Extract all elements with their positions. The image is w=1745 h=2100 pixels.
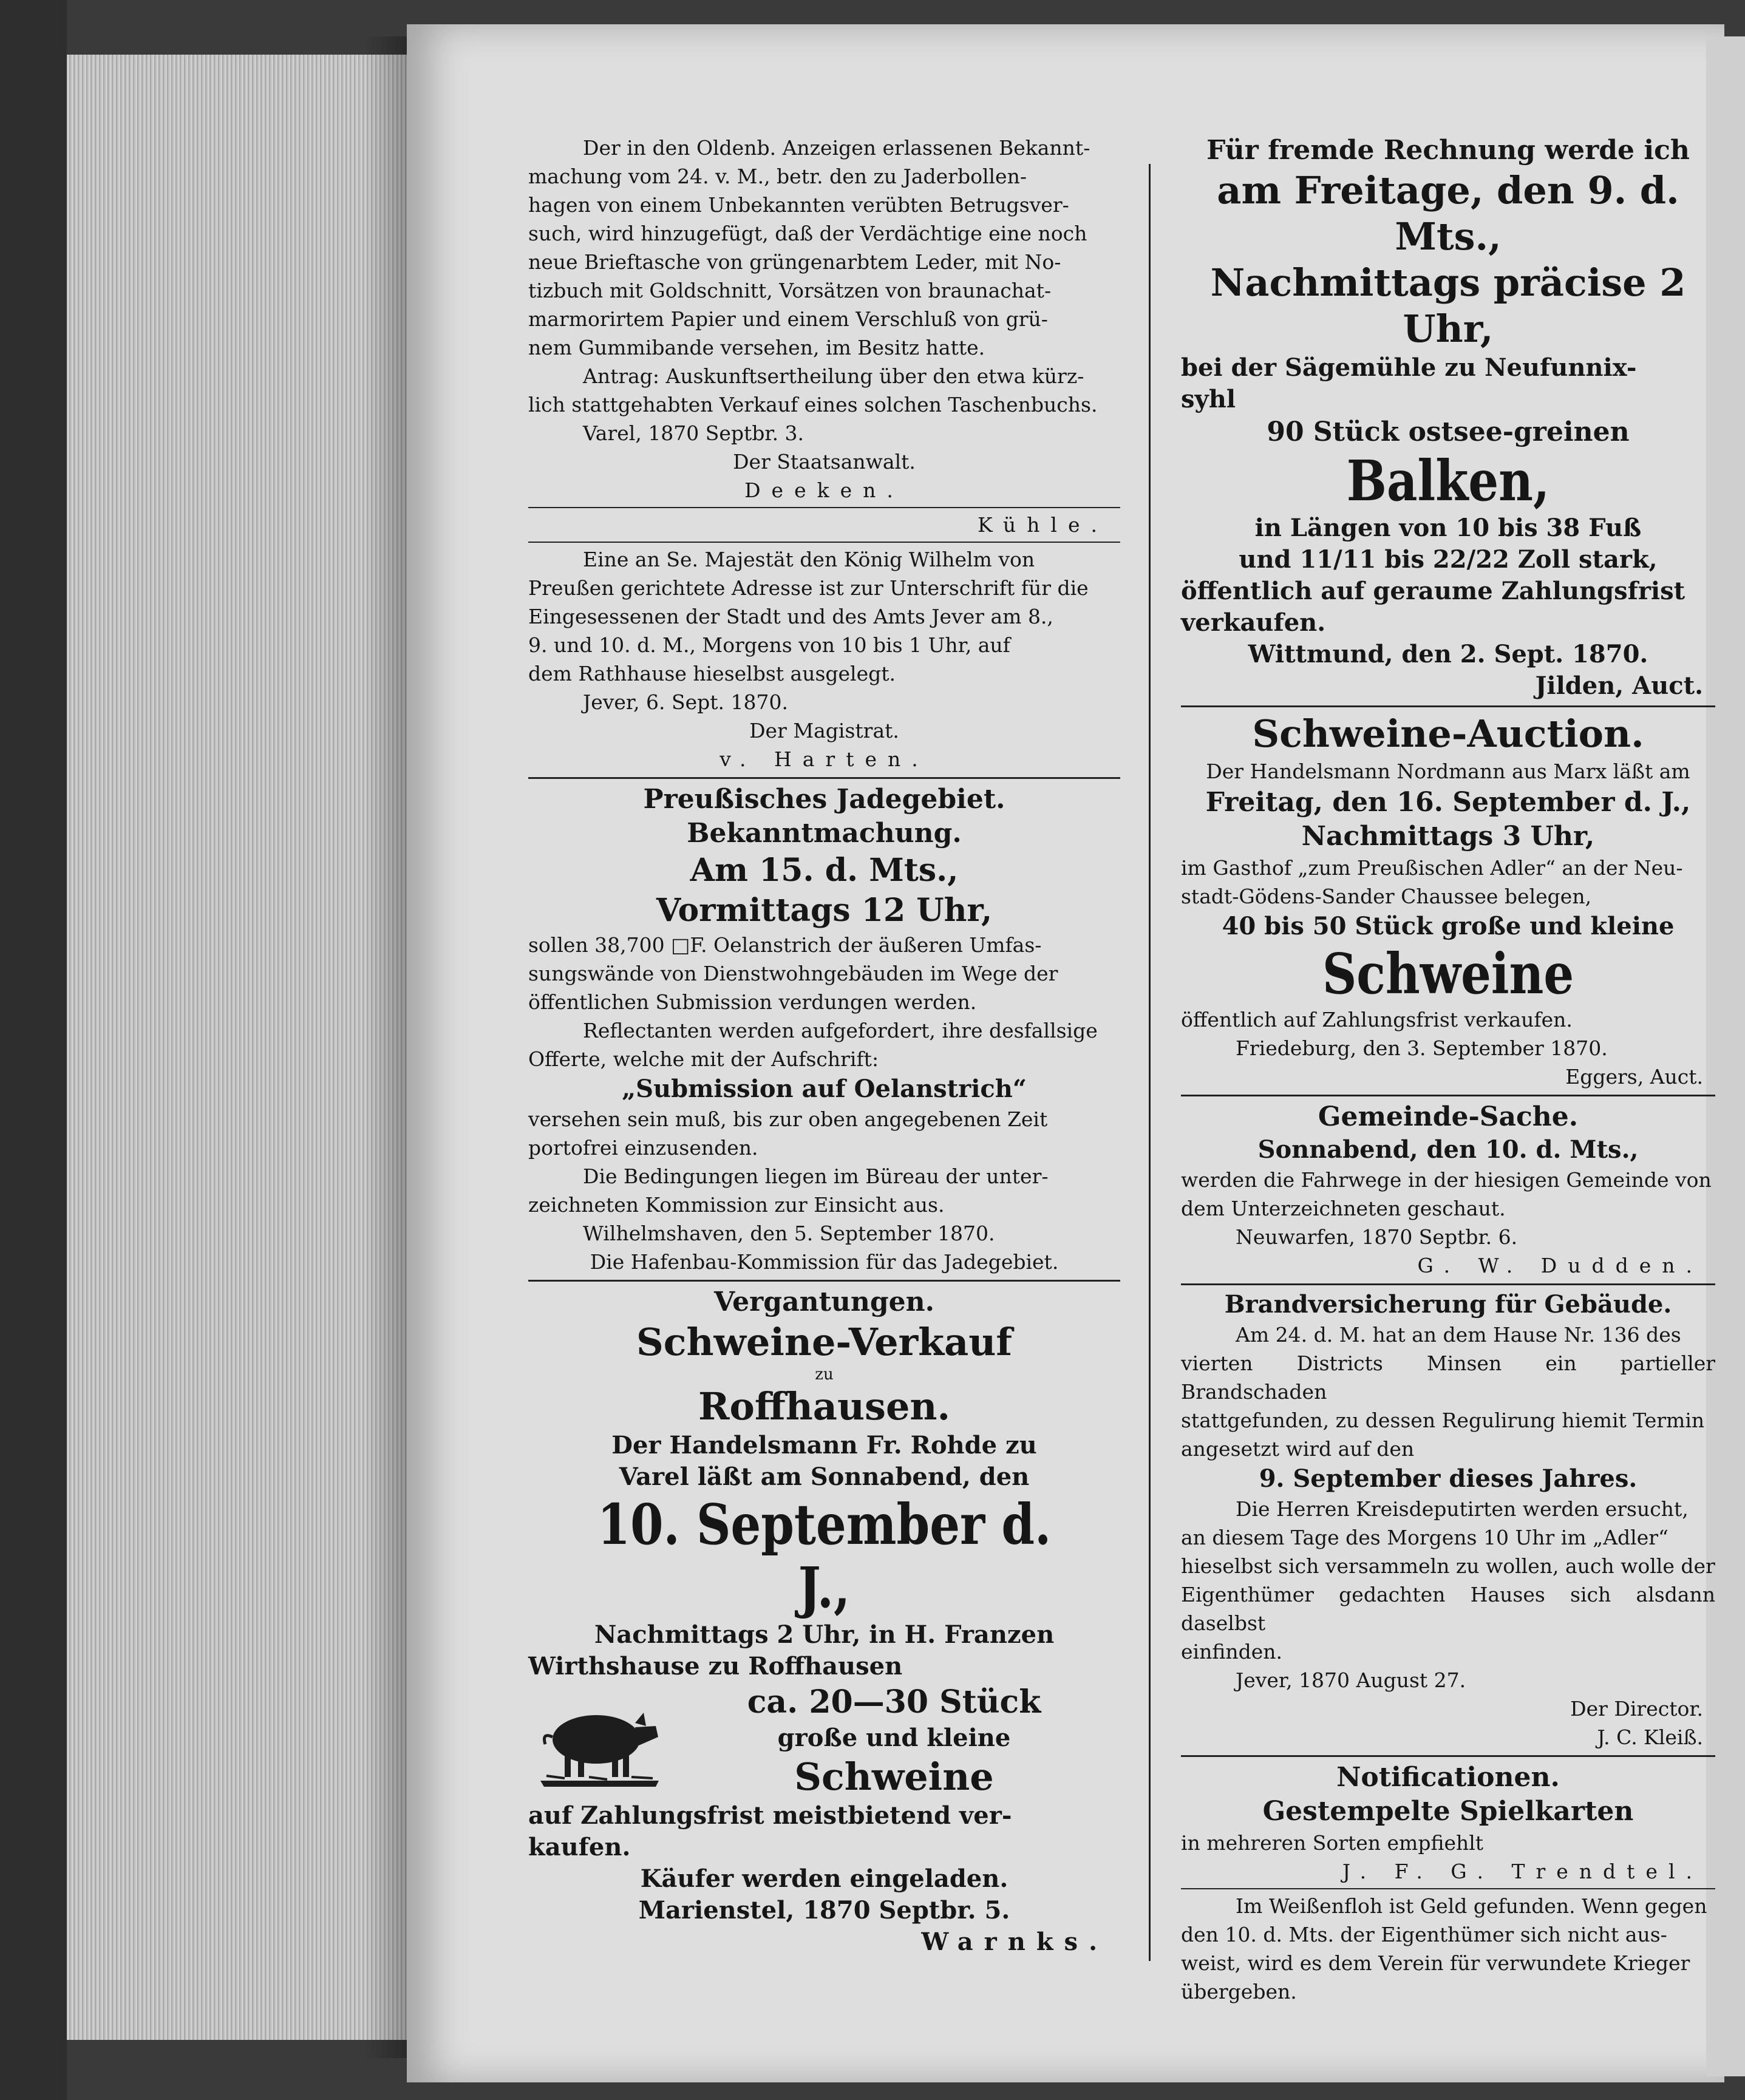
- text-line: nem Gummibande versehen, im Besitz hatte.: [528, 336, 985, 359]
- place-date: Wittmund, den 2. Sept. 1870.: [1248, 640, 1648, 668]
- column-divider: [1149, 164, 1151, 1961]
- text-line: zu: [815, 1365, 834, 1384]
- text-line: sollen 38,700 □F. Oelanstrich der äußeren Umfas-: [528, 933, 1042, 957]
- rule: [528, 777, 1120, 779]
- place-date: Friedeburg, den 3. September 1870.: [1236, 1036, 1608, 1060]
- text-line: Im Weißenfloh ist Geld gefunden. Wenn gegen: [1236, 1894, 1707, 1918]
- notice-staatsanwalt: [528, 134, 1120, 539]
- text-line: auf Zahlungsfrist meistbietend ver-: [528, 1801, 1012, 1830]
- notice-schweine-auction: [1181, 711, 1715, 1091]
- text-line: Die Bedingungen liegen im Büreau der unter-: [583, 1164, 1049, 1188]
- left-column: [528, 134, 1120, 1958]
- text-line: den 10. d. Mts. der Eigenthümer sich nicht aus-: [1181, 1923, 1667, 1946]
- text-line: zeichneten Kommission zur Einsicht aus.: [528, 1193, 945, 1217]
- text-line: Preußen gerichtete Adresse ist zur Unterschrift für die: [528, 576, 1089, 600]
- text-line: Am 24. d. M. hat an dem Hause Nr. 136 des: [1236, 1323, 1681, 1347]
- text-line: sungswände von Dienstwohngebäuden im Wege der: [528, 962, 1058, 985]
- pig-block: [528, 1682, 1120, 1800]
- office-title: Der Director.: [1570, 1697, 1703, 1721]
- text-line: angesetzt wird auf den: [1181, 1437, 1415, 1461]
- text-line: stadt-Gödens-Sander Chaussee belegen,: [1181, 885, 1592, 908]
- text-line: öffentlich auf Zahlungsfrist verkaufen.: [1181, 1008, 1573, 1031]
- text-line: in Längen von 10 bis 38 Fuß: [1254, 514, 1642, 542]
- text-line: übergeben.: [1181, 1980, 1297, 2003]
- notice-heading: Schweine-Auction.: [1252, 712, 1644, 756]
- text-line: große und kleine: [777, 1724, 1011, 1752]
- text-line: vierten Districts Minsen ein partieller Brandschaden: [1181, 1351, 1715, 1404]
- text-line: in mehreren Sorten empfiehlt: [1181, 1831, 1484, 1855]
- notice-time: Nachmittags präcise 2 Uhr,: [1210, 260, 1686, 351]
- text-line: 40 bis 50 Stück große und kleine: [1222, 912, 1675, 940]
- text-line: versehen sein muß, bis zur oben angegebenen Zeit: [528, 1107, 1048, 1131]
- notice-date: Am 15. d. Mts.,: [690, 852, 959, 889]
- signature: Eggers, Auct.: [1565, 1065, 1703, 1089]
- notice-jadegebiet: [528, 783, 1120, 1276]
- notice-date: 9. September dieses Jahres.: [1259, 1464, 1638, 1493]
- place-date: Jever, 6. Sept. 1870.: [583, 690, 789, 714]
- text-line: Nachmittags 2 Uhr, in H. Franzen: [594, 1620, 1055, 1649]
- text-line: öffentlichen Submission verdungen werden.: [528, 990, 977, 1014]
- signature: Die Hafenbau-Kommission für das Jadegebiet.: [590, 1250, 1059, 1274]
- signature: Kühle.: [977, 513, 1108, 537]
- text-line: im Gasthof „zum Preußischen Adler“ an der Neu-: [1181, 856, 1683, 880]
- text-line: Wirthshause zu Roffhausen: [528, 1652, 903, 1680]
- pig-illustration-icon: [528, 1690, 668, 1793]
- text-line: hieselbst sich versammeln zu wollen, auch wolle der: [1181, 1554, 1715, 1578]
- rule: [1181, 1755, 1715, 1757]
- notice-heading: Brandversicherung für Gebäude.: [1224, 1290, 1672, 1319]
- text-line: bei der Sägemühle zu Neufunnix-: [1181, 353, 1637, 382]
- text-line: dem Rathhause hieselbst ausgelegt.: [528, 662, 896, 685]
- signature: Jilden, Auct.: [1535, 671, 1703, 700]
- text-line: lich stattgehabten Verkauf eines solchen Taschenbuchs.: [528, 393, 1098, 416]
- notice-brandversicherung: [1181, 1289, 1715, 1752]
- notice-magistrat: [528, 545, 1120, 773]
- notice-heading: Gestempelte Spielkarten: [1262, 1796, 1634, 1827]
- text-line: Offerte, welche mit der Aufschrift:: [528, 1047, 879, 1071]
- text-line: marmorirtem Papier und einem Verschluß von grü-: [528, 307, 1048, 331]
- text-line: Schweine: [1322, 941, 1574, 1007]
- notice-date: am Freitage, den 9. d. Mts.,: [1217, 168, 1679, 259]
- text-line: neue Brieftasche von grüngenarbtem Leder, mit No-: [528, 250, 1061, 274]
- text-line: Käufer werden eingeladen.: [640, 1864, 1009, 1893]
- book-cover-edge: [0, 0, 67, 2100]
- place-date: Jever, 1870 August 27.: [1236, 1668, 1466, 1692]
- text-line: Varel läßt am Sonnabend, den: [619, 1463, 1030, 1491]
- notice-gemeinde: [1181, 1100, 1715, 1280]
- notice-notificationen: [1181, 1761, 1715, 2006]
- text-line: verkaufen.: [1181, 608, 1326, 637]
- rule: [1181, 1888, 1715, 1889]
- signature: J. F. G. Trendtel.: [1342, 1860, 1703, 1883]
- text-line: tizbuch mit Goldschnitt, Vorsätzen von braunachat-: [528, 279, 1052, 302]
- signature: G. W. Dudden.: [1417, 1254, 1703, 1277]
- signature: Warnks.: [921, 1928, 1108, 1956]
- place-date: Varel, 1870 Septbr. 3.: [583, 421, 804, 445]
- signature: Deeken.: [744, 478, 904, 502]
- rule: [528, 542, 1120, 543]
- text-line: Reflectanten werden aufgefordert, ihre desfallsige: [583, 1019, 1098, 1042]
- place-date: Neuwarfen, 1870 Septbr. 6.: [1236, 1225, 1518, 1249]
- text-line: weist, wird es dem Verein für verwundete Krieger: [1181, 1951, 1690, 1975]
- rule: [1181, 705, 1715, 707]
- place-date: Marienstel, 1870 Septbr. 5.: [638, 1896, 1010, 1925]
- text-line: Antrag: Auskunftsertheilung über den etwa kürz-: [583, 364, 1084, 388]
- notice-time: Vormittags 12 Uhr,: [656, 892, 993, 929]
- signature: v. Harten.: [719, 747, 929, 771]
- rule: [528, 1280, 1120, 1282]
- notice-balken: [1181, 134, 1715, 702]
- text-line: syhl: [1181, 385, 1236, 413]
- text-line: Schweine: [794, 1755, 994, 1799]
- notice-schweine-verkauf: [528, 1285, 1120, 1958]
- quote-line: „Submission auf Oelanstrich“: [622, 1075, 1027, 1103]
- text-line: einfinden.: [1181, 1640, 1282, 1663]
- notice-heading: Balken,: [1346, 448, 1550, 514]
- notice-heading: Gemeinde-Sache.: [1318, 1101, 1579, 1132]
- office-title: Der Magistrat.: [749, 719, 899, 742]
- text-line: ca. 20—30 Stück: [747, 1684, 1041, 1721]
- notice-heading: Bekanntmachung.: [687, 818, 962, 849]
- office-title: Der Staatsanwalt.: [733, 450, 916, 474]
- section-heading: Notificationen.: [1336, 1762, 1560, 1793]
- notice-date: 10. September d. J.,: [597, 1492, 1052, 1620]
- signature: J. C. Kleiß.: [1597, 1725, 1703, 1749]
- text-line: kaufen.: [528, 1833, 631, 1861]
- place-heading: Roffhausen.: [698, 1384, 951, 1429]
- place-date: Wilhelmshaven, den 5. September 1870.: [583, 1222, 995, 1245]
- text-line: dem Unterzeichneten geschaut.: [1181, 1197, 1506, 1220]
- text-line: Der Handelsmann Nordmann aus Marx läßt am: [1206, 759, 1690, 783]
- text-line: an diesem Tage des Morgens 10 Uhr im „Adler“: [1181, 1526, 1668, 1549]
- text-line: hagen von einem Unbekannten verübten Betrugsver-: [528, 193, 1069, 217]
- text-line: portofrei einzusenden.: [528, 1136, 758, 1160]
- text-line: such, wird hinzugefügt, daß der Verdächtige eine noch: [528, 222, 1087, 245]
- rule: [1181, 1095, 1715, 1096]
- page-stack-edges: [67, 55, 407, 2040]
- notice-time: Nachmittags 3 Uhr,: [1301, 821, 1595, 852]
- text-line: machung vom 24. v. M., betr. den zu Jaderbollen-: [528, 165, 1027, 188]
- right-column: [1181, 134, 1715, 2006]
- notice-heading: Schweine-Verkauf: [636, 1320, 1013, 1364]
- text-line: stattgefunden, zu dessen Regulirung hiemit Termin: [1181, 1408, 1705, 1432]
- text-line: Der Handelsmann Fr. Rohde zu: [611, 1431, 1037, 1459]
- pig-text: [668, 1682, 1120, 1800]
- text-line: Eine an Se. Majestät den König Wilhelm von: [583, 548, 1035, 571]
- rule: [1181, 1283, 1715, 1285]
- rule: [528, 507, 1120, 508]
- notice-date: Sonnabend, den 10. d. Mts.,: [1257, 1135, 1639, 1164]
- section-heading: Vergantungen.: [714, 1286, 934, 1317]
- text-line: 90 Stück ostsee-greinen: [1267, 416, 1630, 447]
- notice-heading: Preußisches Jadegebiet.: [643, 784, 1005, 815]
- text-line: 9. und 10. d. M., Morgens von 10 bis 1 Uhr, auf: [528, 633, 1010, 657]
- text-line: werden die Fahrwege in der hiesigen Gemeinde von: [1181, 1168, 1712, 1192]
- text-line: Eigenthümer gedachten Hauses sich alsdann daselbst: [1181, 1583, 1715, 1635]
- text-line: öffentlich auf geraume Zahlungsfrist: [1181, 577, 1685, 605]
- text-line: Der in den Oldenb. Anzeigen erlassenen Bekannt-: [583, 136, 1090, 160]
- text-line: und 11/11 bis 22/22 Zoll stark,: [1239, 545, 1658, 574]
- text-line: Für fremde Rechnung werde ich: [1206, 135, 1690, 166]
- text-line: Die Herren Kreisdeputirten werden ersucht,: [1236, 1497, 1689, 1521]
- text-line: Eingesessenen der Stadt und des Amts Jever am 8.,: [528, 605, 1053, 628]
- notice-date: Freitag, den 16. September d. J.,: [1205, 787, 1691, 818]
